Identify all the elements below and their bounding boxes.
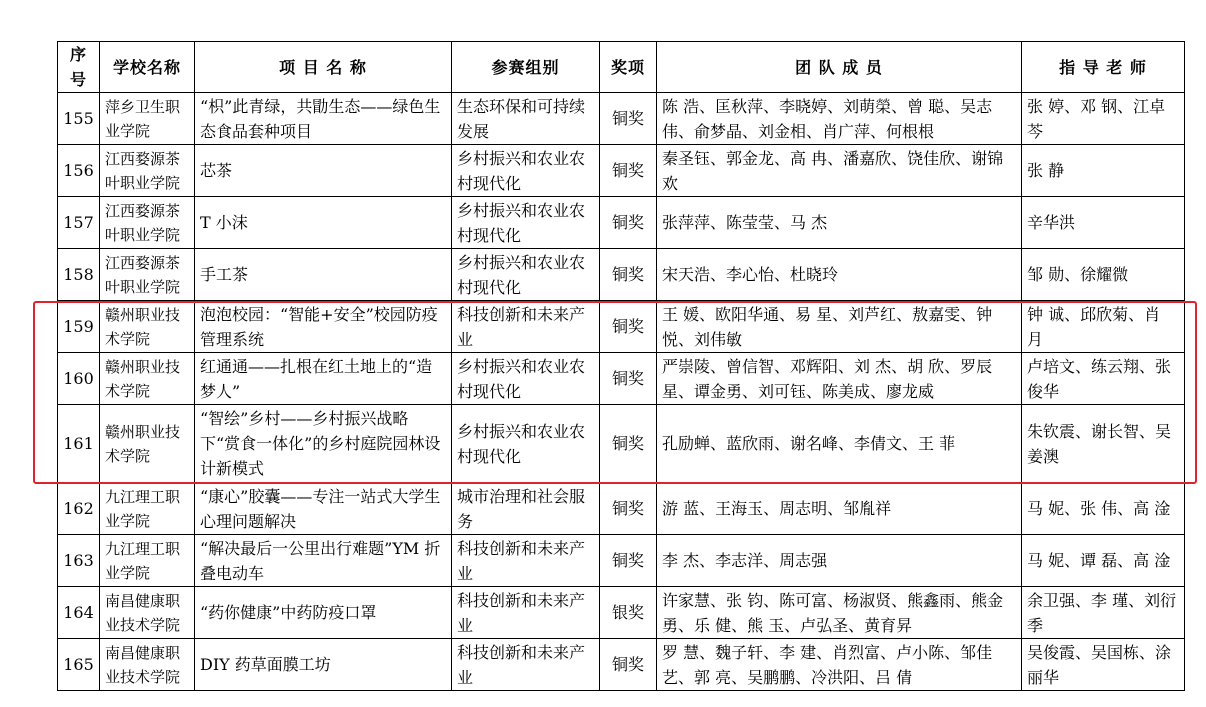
cell-award: 铜奖 — [600, 301, 657, 353]
cell-award: 铜奖 — [600, 405, 657, 483]
cell-school: 江西婺源茶叶职业学院 — [100, 197, 195, 249]
cell-no: 156 — [58, 145, 100, 197]
cell-award: 铜奖 — [600, 483, 657, 535]
table-row — [58, 483, 1185, 535]
cell-project: “枳”此青绿，共勖生态——绿色生态食品套种项目 — [195, 93, 452, 145]
cell-school: 赣州职业技术学院 — [100, 405, 195, 483]
cell-project: “药你健康”中药防疫口罩 — [195, 587, 452, 639]
header-award: 奖项 — [600, 42, 657, 93]
cell-group: 科技创新和未来产业 — [452, 639, 600, 691]
cell-team: 张萍萍、陈莹莹、马 杰 — [657, 197, 1022, 249]
cell-project: “解决最后一公里出行难题”YM 折叠电动车 — [195, 535, 452, 587]
cell-school: 赣州职业技术学院 — [100, 301, 195, 353]
cell-project: 手工茶 — [195, 249, 452, 301]
cell-advisor: 钟 诚、邱欣菊、肖 月 — [1022, 301, 1185, 353]
cell-advisor: 吴俊霞、吴国栋、涂丽华 — [1022, 639, 1185, 691]
header-project: 项 目 名 称 — [195, 42, 452, 93]
cell-team: 游 蓝、王海玉、周志明、邹胤祥 — [657, 483, 1022, 535]
cell-no: 155 — [58, 93, 100, 145]
cell-advisor: 卢培文、练云翔、张俊华 — [1022, 353, 1185, 405]
cell-group: 乡村振兴和农业农村现代化 — [452, 353, 600, 405]
cell-team: 秦圣钰、郭金龙、高 冉、潘嘉欣、饶佳欣、谢锦欢 — [657, 145, 1022, 197]
cell-advisor: 余卫强、李 瑾、刘衍季 — [1022, 587, 1185, 639]
header-advisor: 指 导 老 师 — [1022, 42, 1185, 93]
cell-award: 铜奖 — [600, 249, 657, 301]
cell-project: “智绘”乡村——乡村振兴战略下“赏食一体化”的乡村庭院园林设计新模式 — [195, 405, 452, 483]
cell-school: 南昌健康职业技术学院 — [100, 639, 195, 691]
cell-no: 162 — [58, 483, 100, 535]
cell-project: T 小沫 — [195, 197, 452, 249]
table-row — [58, 639, 1185, 691]
cell-no: 163 — [58, 535, 100, 587]
cell-no: 165 — [58, 639, 100, 691]
cell-team: 孔励蝉、蓝欣雨、谢名峰、李倩文、王 菲 — [657, 405, 1022, 483]
cell-group: 科技创新和未来产业 — [452, 587, 600, 639]
table-row — [58, 145, 1185, 197]
table-row-highlighted — [58, 301, 1185, 353]
header-no: 序号 — [58, 42, 100, 93]
table-row — [58, 535, 1185, 587]
cell-team: 陈 浩、匡秋萍、李晓婷、刘萌榮、曾 聪、吴志伟、俞梦晶、刘金相、肖广萍、何根根 — [657, 93, 1022, 145]
cell-advisor: 朱钦震、谢长智、吴姜澳 — [1022, 405, 1185, 483]
cell-school: 萍乡卫生职业学院 — [100, 93, 195, 145]
table-row — [58, 93, 1185, 145]
cell-team: 严崇陵、曾信智、邓辉阳、刘 杰、胡 欣、罗辰星、谭金勇、刘可钰、陈美成、廖龙威 — [657, 353, 1022, 405]
header-school: 学校名称 — [100, 42, 195, 93]
cell-group: 科技创新和未来产业 — [452, 535, 600, 587]
cell-group: 城市治理和社会服务 — [452, 483, 600, 535]
cell-no: 157 — [58, 197, 100, 249]
cell-team: 王 媛、欧阳华通、易 星、刘芦红、敖嘉雯、钟 悦、刘伟敏 — [657, 301, 1022, 353]
cell-team: 罗 慧、魏子轩、李 建、肖烈富、卢小陈、邹佳艺、郭 亮、吴鹏鹏、冷洪阳、吕 倩 — [657, 639, 1022, 691]
cell-no: 164 — [58, 587, 100, 639]
cell-school: 江西婺源茶叶职业学院 — [100, 249, 195, 301]
cell-group: 乡村振兴和农业农村现代化 — [452, 145, 600, 197]
cell-school: 九江理工职业学院 — [100, 483, 195, 535]
cell-no: 159 — [58, 301, 100, 353]
cell-project: 红通通——扎根在红土地上的“造梦人” — [195, 353, 452, 405]
cell-advisor: 张 婷、邓 钢、江卓芩 — [1022, 93, 1185, 145]
cell-group: 科技创新和未来产业 — [452, 301, 600, 353]
cell-group: 生态环保和可持续发展 — [452, 93, 600, 145]
cell-award: 铜奖 — [600, 353, 657, 405]
header-group: 参赛组别 — [452, 42, 600, 93]
cell-no: 158 — [58, 249, 100, 301]
cell-project: DIY 药草面膜工坊 — [195, 639, 452, 691]
cell-award: 铜奖 — [600, 639, 657, 691]
cell-school: 江西婺源茶叶职业学院 — [100, 145, 195, 197]
header-team: 团 队 成 员 — [657, 42, 1022, 93]
cell-group: 乡村振兴和农业农村现代化 — [452, 197, 600, 249]
cell-advisor: 张 静 — [1022, 145, 1185, 197]
cell-advisor: 辛华洪 — [1022, 197, 1185, 249]
cell-award: 银奖 — [600, 587, 657, 639]
cell-project: 泡泡校园：“智能+安全”校园防疫管理系统 — [195, 301, 452, 353]
cell-school: 南昌健康职业技术学院 — [100, 587, 195, 639]
cell-award: 铜奖 — [600, 535, 657, 587]
table-row — [58, 587, 1185, 639]
cell-advisor: 邹 勋、徐耀微 — [1022, 249, 1185, 301]
cell-advisor: 马 妮、谭 磊、高 淦 — [1022, 535, 1185, 587]
cell-award: 铜奖 — [600, 197, 657, 249]
cell-project: 芯茶 — [195, 145, 452, 197]
cell-project: “康心”胶囊——专注一站式大学生心理问题解决 — [195, 483, 452, 535]
table-header-row — [58, 42, 1185, 93]
cell-award: 铜奖 — [600, 93, 657, 145]
table-row-highlighted — [58, 353, 1185, 405]
cell-no: 160 — [58, 353, 100, 405]
cell-team: 宋天浩、李心怡、杜晓玲 — [657, 249, 1022, 301]
table-row — [58, 249, 1185, 301]
cell-award: 铜奖 — [600, 145, 657, 197]
cell-advisor: 马 妮、张 伟、高 淦 — [1022, 483, 1185, 535]
cell-school: 九江理工职业学院 — [100, 535, 195, 587]
cell-no: 161 — [58, 405, 100, 483]
cell-team: 李 杰、李志洋、周志强 — [657, 535, 1022, 587]
cell-group: 乡村振兴和农业农村现代化 — [452, 405, 600, 483]
cell-group: 乡村振兴和农业农村现代化 — [452, 249, 600, 301]
cell-school: 赣州职业技术学院 — [100, 353, 195, 405]
table-row — [58, 197, 1185, 249]
cell-team: 许家慧、张 钧、陈可富、杨淑贤、熊鑫雨、熊金勇、乐 健、熊 玉、卢弘圣、黄育昇 — [657, 587, 1022, 639]
table-row-highlighted — [58, 405, 1185, 483]
award-list-table — [57, 41, 1185, 691]
